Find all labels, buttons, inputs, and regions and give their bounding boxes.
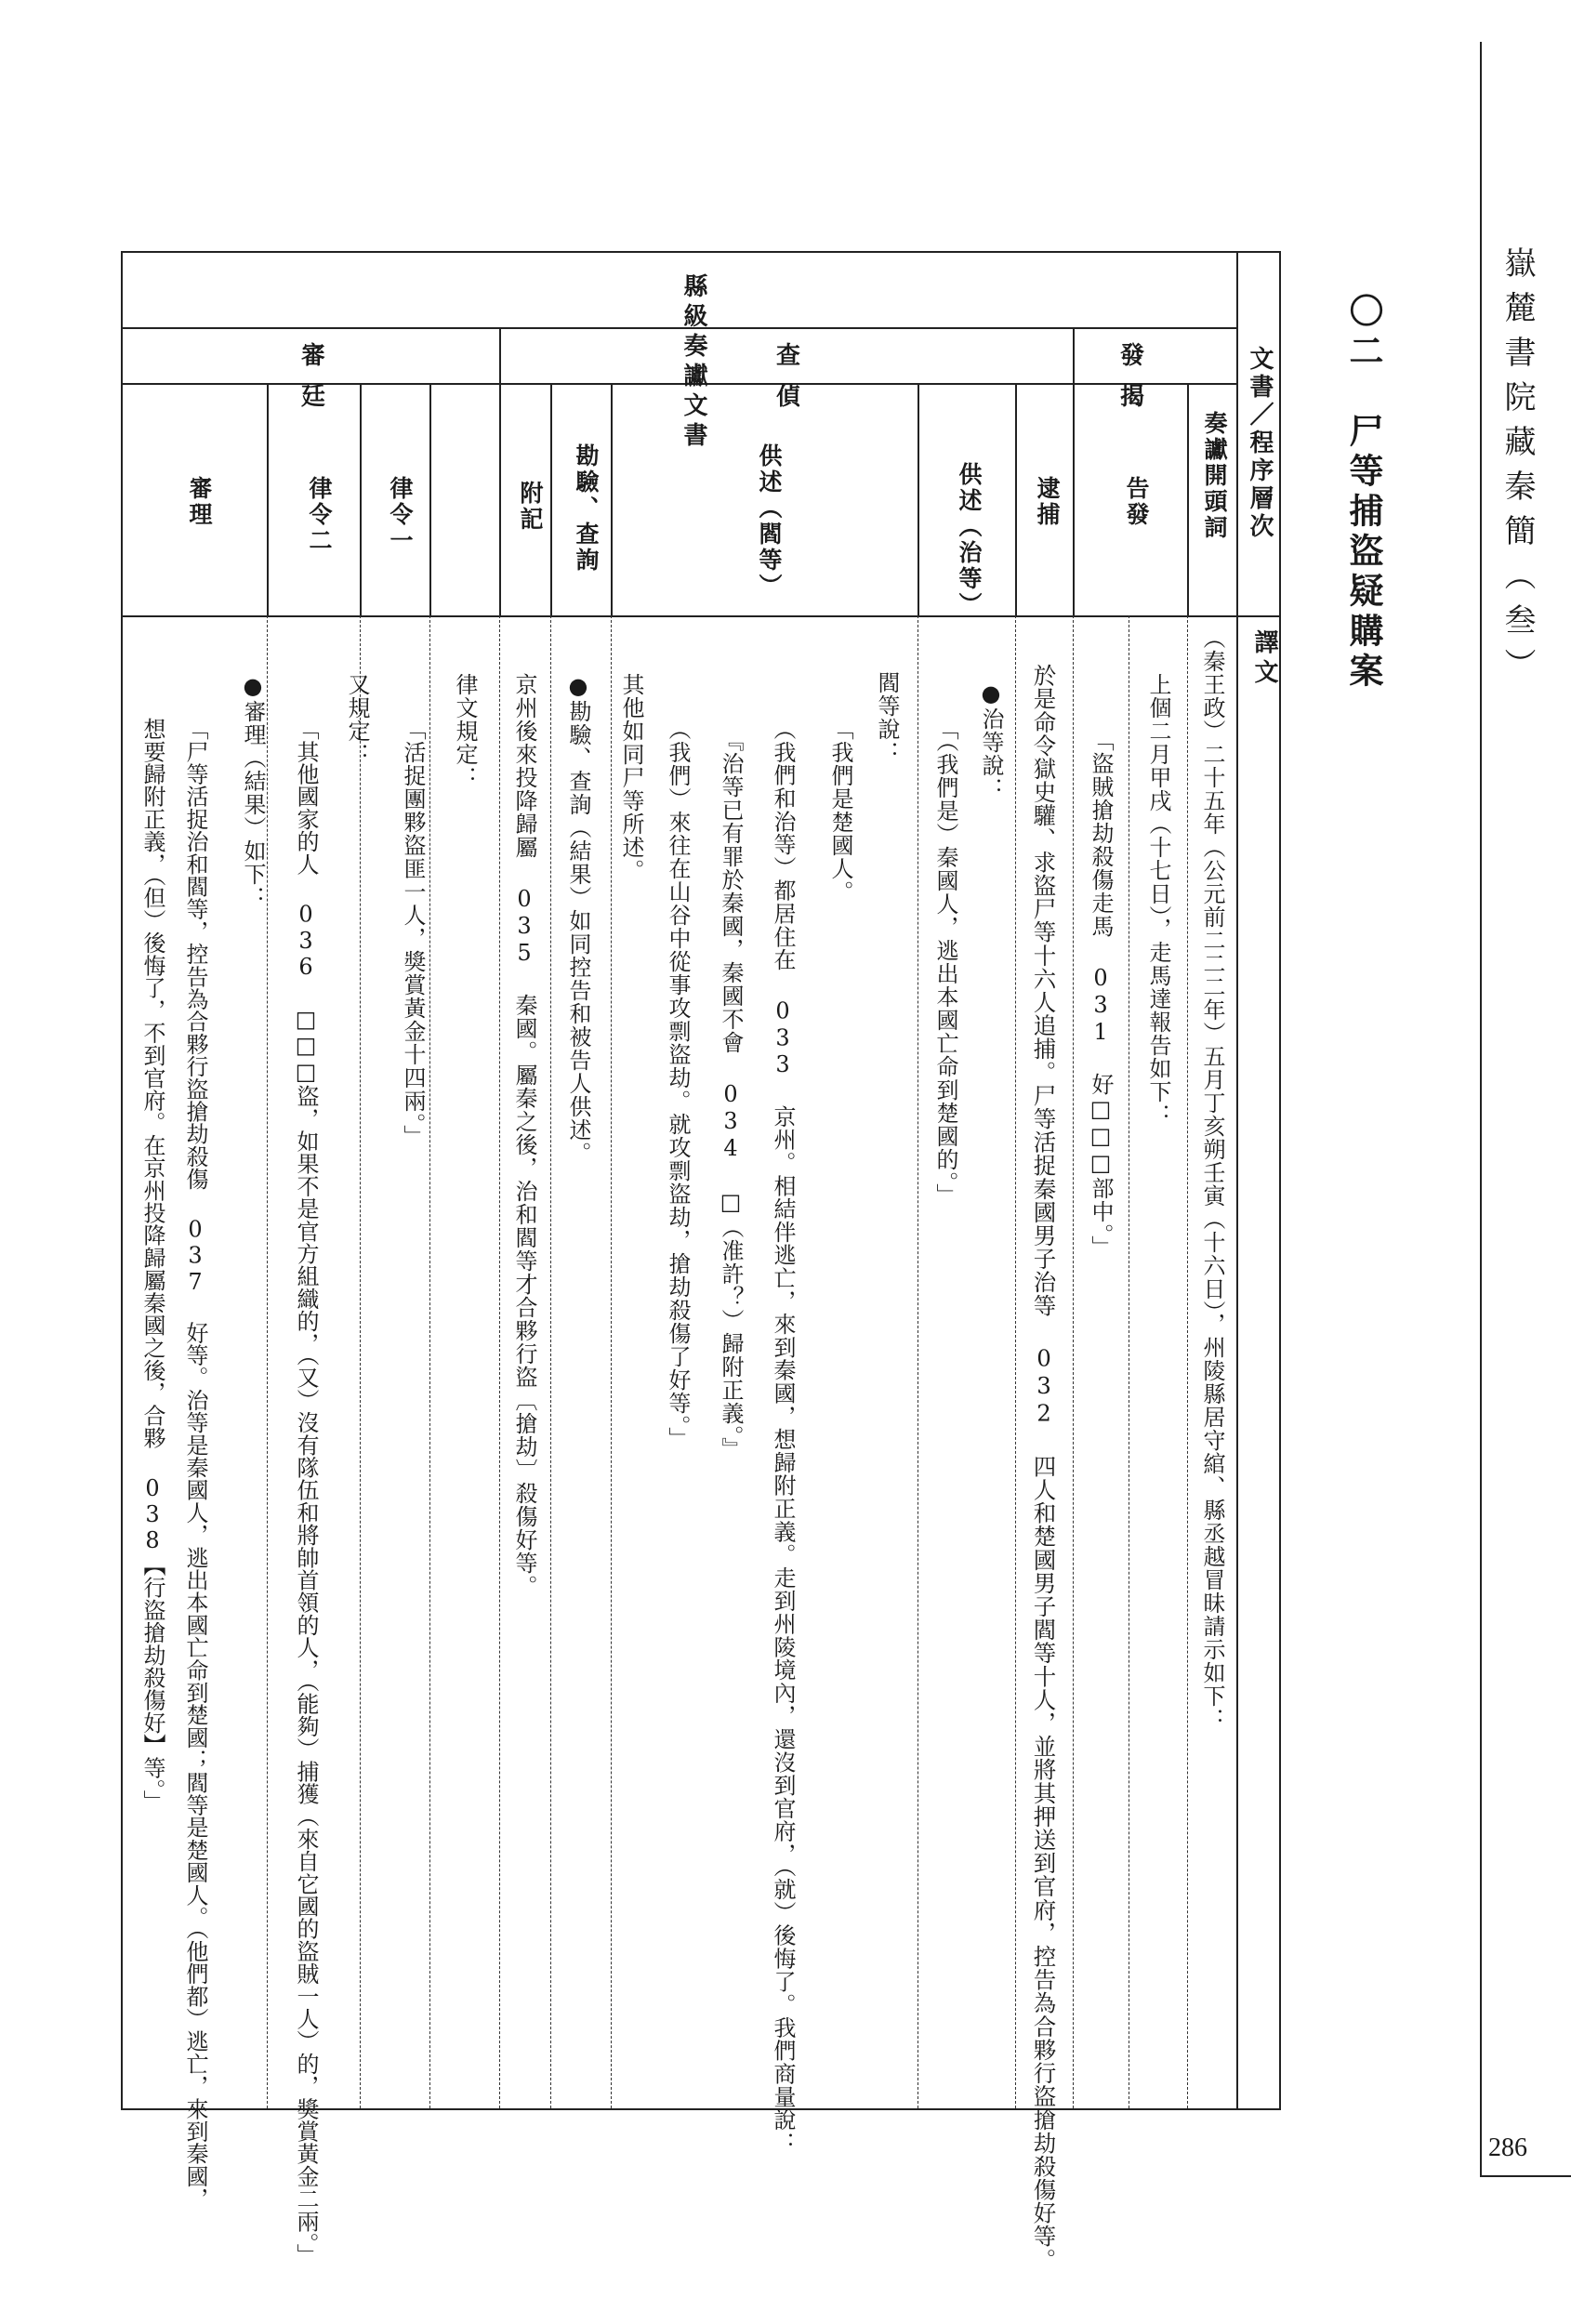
dashed-divider bbox=[1073, 615, 1074, 2108]
table-line bbox=[267, 383, 269, 615]
label-gongshu2: 供述（閻等） bbox=[756, 443, 783, 600]
page-number: 286 bbox=[1488, 2133, 1527, 2162]
text-luling1-line: 「活捉團夥盜匪一人，獎賞黃金十四兩。」 bbox=[400, 718, 426, 1148]
running-title: 嶽麓書院藏秦簡（叁） bbox=[1498, 246, 1536, 693]
label-gongshu1: 供述（治等） bbox=[956, 462, 983, 618]
text-gongshu1-line: ●治等說： bbox=[978, 680, 1004, 800]
table-line bbox=[918, 383, 919, 615]
text-gongshu2-line: （我們和治等）都居住在 033 京州。相結伴逃亡，來到秦國，想歸附正義。走到州陵境內，還沒到官府，（就）後悔了。我們商量說： bbox=[770, 718, 796, 2155]
text-gongshu2-line: 其他如同尸等所述。 bbox=[618, 673, 644, 882]
dashed-divider bbox=[360, 615, 361, 2108]
table-line bbox=[123, 615, 1279, 617]
text-dubu-line: 於是命令獄史驩、求盜尸等十六人追捕。尸等活捉秦國男子治等 032 四人和楚國男子閻等十人，並將其押送到官府，控告為合夥行盜搶劫殺傷好等。 bbox=[1030, 664, 1058, 2272]
text-luling2-line: 「其他國家的人 036 □□□盜，如果不是官方組織的，（又）沒有隊伍和將帥首領的人，（能夠）捕獲（來自它國的盜賊一人）的，獎賞黃金二兩。」 bbox=[293, 718, 319, 2266]
table-line bbox=[1015, 383, 1017, 615]
translation-table bbox=[121, 251, 1281, 2272]
label-kaitou: 奏讞開頭詞 bbox=[1201, 411, 1228, 541]
dashed-divider bbox=[499, 615, 500, 2108]
table-line bbox=[1073, 327, 1075, 615]
table-line bbox=[360, 383, 362, 615]
column-header-document: 文書／程序層次 bbox=[1246, 346, 1274, 541]
text-luling2-line: 又規定： bbox=[344, 673, 370, 766]
text-shenli-line: 「尸等活捉治和閻等，控告為合夥行盜搶劫殺傷 037 好等。治等是秦國人，逃出本國亡命到楚國；閻等是楚國人。（他們都）逃亡，來到秦國， bbox=[182, 718, 208, 2211]
label-shenli: 審理 bbox=[186, 476, 213, 528]
group-label-faxu: 發揭 bbox=[1116, 342, 1144, 424]
text-gaofa-line: 上個二月甲戌（十七日），走馬達報告如下： bbox=[1145, 673, 1171, 1127]
dashed-divider bbox=[550, 615, 551, 2108]
text-gongshu2-line: 閻等說： bbox=[874, 671, 900, 764]
table-line bbox=[550, 383, 552, 615]
margin-rule-horizontal bbox=[1480, 2175, 1571, 2177]
table-line bbox=[1236, 253, 1238, 2108]
text-shenli-line: ●審理（結果）如下： bbox=[240, 673, 266, 909]
case-title: 〇二 尸等捕盜疑購案 bbox=[1343, 293, 1384, 693]
text-gaofa-line: 「盜賊搶劫殺傷走馬 031 好□□□部中。」 bbox=[1088, 729, 1114, 1259]
text-luling1-line: 律文規定： bbox=[452, 673, 478, 789]
label-fuji: 附記 bbox=[517, 481, 544, 533]
label-luling2: 律令二 bbox=[306, 476, 333, 554]
dashed-divider bbox=[1187, 615, 1188, 2108]
label-luling1: 律令一 bbox=[387, 476, 414, 554]
dashed-divider bbox=[611, 615, 612, 2108]
text-fuji-line: 京州後來投降歸屬 035 秦國。屬秦之後，治和閻等才合夥行盜〔搶劫〕殺傷好等。 bbox=[511, 673, 537, 1598]
label-kanyan: 勘驗、查詢 bbox=[573, 443, 600, 574]
dashed-divider bbox=[1015, 615, 1016, 2108]
dashed-divider bbox=[267, 615, 268, 2108]
group-label-chazhen: 查偵 bbox=[772, 342, 800, 424]
table-line bbox=[499, 327, 501, 615]
label-dubu: 逮捕 bbox=[1034, 476, 1061, 528]
top-header: 縣級奏讞文書 bbox=[680, 273, 707, 452]
table-line bbox=[429, 383, 431, 615]
table-line bbox=[611, 383, 613, 615]
text-shenli-line: 想要歸附正義，（但）後悔了，不到官府。在京州投降歸屬秦國之後，合夥 038【行盜搶劫殺傷好】等。」 bbox=[139, 718, 165, 1813]
margin-rule-vertical bbox=[1480, 42, 1482, 2175]
table-line bbox=[1187, 383, 1189, 615]
text-gongshu1-line: 「（我們是）秦國人，逃出本國亡命到楚國的。」 bbox=[932, 718, 958, 1207]
text-kanyan-line: ●勘驗、查詢（結果）如同控告和被告人供述。 bbox=[565, 673, 591, 1165]
label-gaofa: 告發 bbox=[1123, 476, 1150, 528]
dashed-divider bbox=[429, 615, 430, 2108]
text-gongshu2-line: （我們）來往在山谷中從事攻剽盜劫。就攻剽盜劫，搶劫殺傷了好等。」 bbox=[665, 718, 691, 1450]
column-header-translation: 譯文 bbox=[1250, 629, 1278, 689]
text-gongshu2-line: 『治等已有罪於秦國，秦國不會 034 □（准許？）歸附正義。』 bbox=[718, 729, 744, 1460]
text-gongshu2-line: 「我們是楚國人。 bbox=[827, 718, 853, 904]
group-label-shenting: 審廷 bbox=[297, 342, 325, 424]
text-kaitou: （秦王政）二十五年（公元前二二二年）五月丁亥朔壬寅（十六日），州陵縣居守綰、縣丞越冒昧請示如下： bbox=[1199, 627, 1225, 1731]
